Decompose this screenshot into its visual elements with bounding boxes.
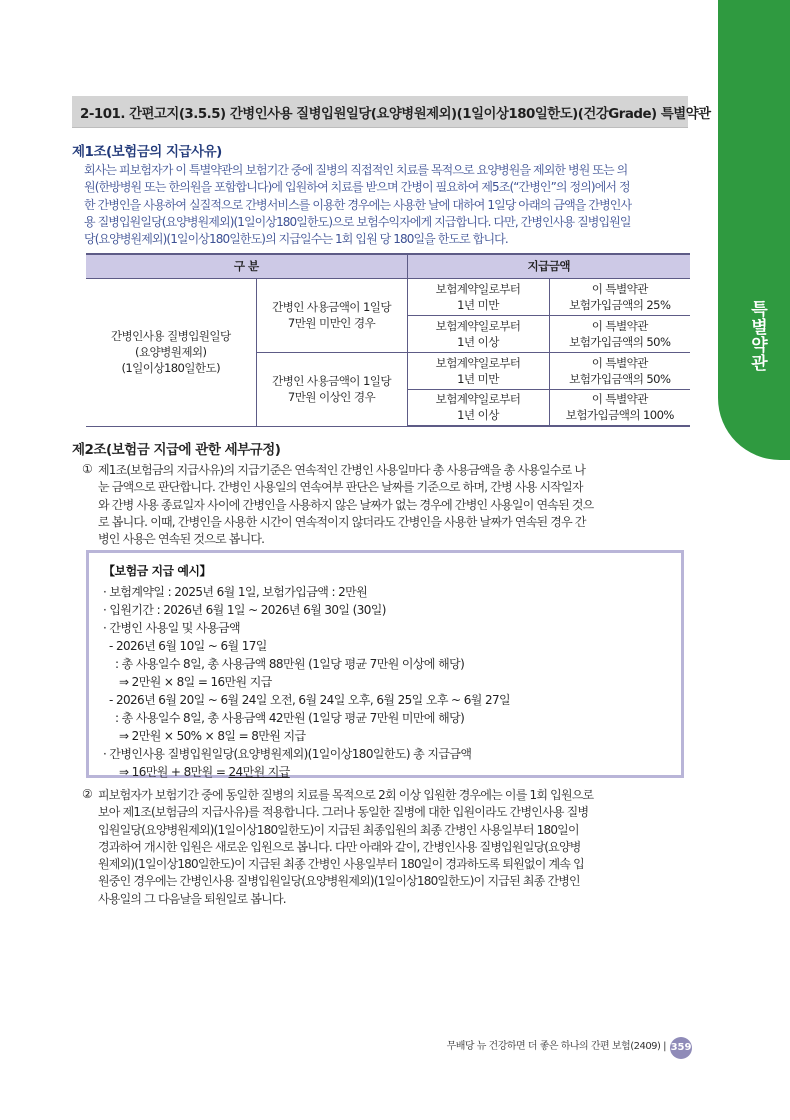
benefit-name-line: 간병인사용 질병입원일당 (110, 329, 231, 343)
item1-body (98, 462, 690, 548)
benefit-name-cell (86, 278, 256, 426)
example-line: · 입원기간 : 2026년 6월 1일 ~ 2026년 6월 30일 (30일) (103, 603, 386, 617)
amount-cell (549, 352, 690, 389)
benefit-table (86, 253, 690, 427)
payment-example-box (86, 550, 684, 778)
table-header-amount: 지급금액 (407, 254, 690, 278)
item2-line: 입원일당(요양병원제외)(1일이상180일한도)이 지급된 최종입원의 최종 간병인 사용일부터 180일이 (98, 822, 579, 837)
example-line: : 총 사용일수 8일, 총 사용금액 42만원 (1일당 평균 7만원 미만에 해당) (115, 711, 465, 725)
side-tab (718, 0, 790, 1120)
period-line: 1년 이상 (457, 334, 499, 349)
condition-line: 간병인 사용금액이 1일당 (272, 374, 391, 388)
period-line: 보험계약일로부터 (435, 318, 521, 333)
item1-line: 와 간병 사용 종료일자 사이에 간병인을 사용하지 않은 날짜가 없는 경우에 간병인 사용일이 연속된 것으 (98, 497, 594, 512)
benefit-name-line: (1일이상180일한도) (121, 361, 221, 375)
amount-line: 보험가입금액의 50% (569, 334, 671, 349)
period-cell (407, 352, 549, 389)
item2-number: ② (82, 787, 93, 801)
amount-line: 보험가입금액의 50% (569, 371, 671, 386)
example-total-prefix: ⇒ 16만원 + 8만원 = (119, 765, 229, 779)
condition-cell (256, 278, 407, 352)
table-header-row (86, 254, 690, 278)
page-number: 359 (670, 1037, 692, 1059)
table-header-category: 구 분 (86, 254, 407, 278)
period-cell (407, 278, 549, 315)
amount-line: 이 특별약관 (591, 318, 648, 333)
example-line: · 간병인사용 질병입원일당(요양병원제외)(1일이상180일한도) 총 지급금액 (103, 747, 472, 761)
period-line: 1년 미만 (457, 297, 499, 312)
item2-line: 피보험자가 보험기간 중에 동일한 질병의 치료를 목적으로 2회 이상 입원한 경우에는 이를 1회 입원으로 (98, 788, 594, 802)
article1-line: 용 질병입원일당(요양병원제외)(1일이상180일한도)으로 보험수익자에게 지급합니다. 다만, 간병인사용 질병입원일 (84, 214, 631, 229)
article2-title: 제2조(보험금 지급에 관한 세부규정) (72, 442, 281, 458)
amount-line: 이 특별약관 (591, 281, 648, 296)
item2-line: 경과하여 개시한 입원은 새로운 입원으로 봅니다. 다만 아래와 같이, 간병인사용 질병입원일당(요양병 (98, 839, 581, 854)
example-line: - 2026년 6월 20일 ~ 6월 24일 오전, 6월 24일 오후, 6월 25일 오후 ~ 6월 27일 (109, 693, 511, 707)
item1-line: 병인 사용은 연속된 것으로 봅니다. (98, 532, 265, 547)
footer-text: 무배당 뉴 건강하면 더 좋은 하나의 간편 보험(2409) | (446, 1041, 666, 1052)
example-total-line (119, 763, 290, 780)
item2-line: 사용일의 그 다음날을 퇴원일로 봅니다. (98, 891, 286, 906)
benefit-name-line: (요양병원제외) (135, 345, 207, 359)
item2-line: 원제외)(1일이상180일한도)이 지급된 최종 간병인 사용일부터 180일이 경과하도록 퇴원없이 계속 입 (98, 857, 584, 872)
amount-cell (549, 315, 690, 352)
item1-line: 눈 금액으로 판단합니다. 간병인 사용일의 연속여부 판단은 날짜를 기준으로 하며, 간병 사용 시작일자 (98, 480, 583, 495)
table-row (86, 278, 690, 315)
condition-line: 간병인 사용금액이 1일당 (272, 300, 391, 314)
article1-line: 회사는 피보험자가 이 특별약관의 보험기간 중에 질병의 직접적인 치료를 목적으로 요양병원을 제외한 병원 또는 의 (84, 163, 628, 177)
section-title: 2-101. 간편고지(3.5.5) 간병인사용 질병입원일당(요양병원제외)(1일이상180일한도)(건강Grade) 특별약관 (80, 107, 711, 122)
condition-cell (256, 352, 407, 426)
example-line: ⇒ 2만원 × 8일 = 16만원 지급 (119, 675, 272, 689)
article1-line: 당(요양병원제외)(1일이상180일한도)의 지급일수는 1회 입원 당 180일을 한도로 합니다. (84, 232, 508, 247)
article1-line: 원(한방병원 또는 한의원을 포함합니다)에 입원하여 치료를 받으며 간병이 필요하여 제5조(“간병인”의 정의)에서 정 (84, 180, 630, 195)
item2-line: 원중인 경우에는 간병인사용 질병입원일당(요양병원제외)(1일이상180일한도)이 지급된 최종 간병인 (98, 874, 580, 889)
side-tab-label: 특별약관 (747, 300, 767, 372)
amount-cell (549, 389, 690, 426)
item2-body (98, 787, 690, 908)
example-line: - 2026년 6월 10일 ~ 6월 17일 (109, 639, 267, 653)
amount-line: 이 특별약관 (591, 392, 648, 407)
item2-line: 보아 제1조(보험금의 지급사유)를 적용합니다. 그러나 동일한 질병에 대한 입원이라도 간병인사용 질병 (98, 805, 589, 820)
item1-line: 제1조(보험금의 지급사유)의 지급기준은 연속적인 간병인 사용일마다 총 사용금액을 총 사용일수로 나 (98, 463, 586, 477)
period-line: 보험계약일로부터 (435, 281, 521, 296)
condition-line: 7만원 이상인 경우 (287, 390, 376, 404)
period-line: 보험계약일로부터 (435, 392, 521, 407)
item1-line: 로 봅니다. 이때, 간병인을 사용한 시간이 연속적이지 않더라도 간병인을 사용한 날짜가 연속된 경우 간 (98, 514, 586, 529)
amount-line: 이 특별약관 (591, 355, 648, 370)
amount-cell (549, 278, 690, 315)
item1-number: ① (82, 462, 93, 476)
example-line: ⇒ 2만원 × 50% × 8일 = 8만원 지급 (119, 729, 306, 743)
section-header (72, 96, 711, 128)
example-line: · 보험계약일 : 2025년 6월 1일, 보험가입금액 : 2만원 (103, 585, 368, 599)
example-line: · 간병인 사용일 및 사용금액 (103, 621, 240, 635)
condition-line: 7만원 미만인 경우 (287, 316, 376, 330)
article1-body (84, 162, 690, 248)
amount-line: 보험가입금액의 100% (565, 408, 674, 423)
period-cell (407, 315, 549, 352)
example-title: 【보험금 지급 예시】 (103, 564, 212, 578)
example-total-value: 24만원 지급 (228, 765, 290, 779)
period-line: 1년 이상 (457, 408, 499, 423)
side-tab-background (718, 0, 790, 460)
period-cell (407, 389, 549, 426)
amount-line: 보험가입금액의 25% (569, 297, 671, 312)
example-line: : 총 사용일수 8일, 총 사용금액 88만원 (1일당 평균 7만원 이상에 해당) (115, 657, 465, 671)
article1-line: 한 간병인을 사용하여 실질적으로 간병서비스를 이용한 경우에는 사용한 날에 대하여 1일당 아래의 금액을 간병인사 (84, 197, 632, 212)
article1-title: 제1조(보험금의 지급사유) (72, 144, 222, 160)
period-line: 보험계약일로부터 (435, 355, 521, 370)
period-line: 1년 미만 (457, 371, 499, 386)
